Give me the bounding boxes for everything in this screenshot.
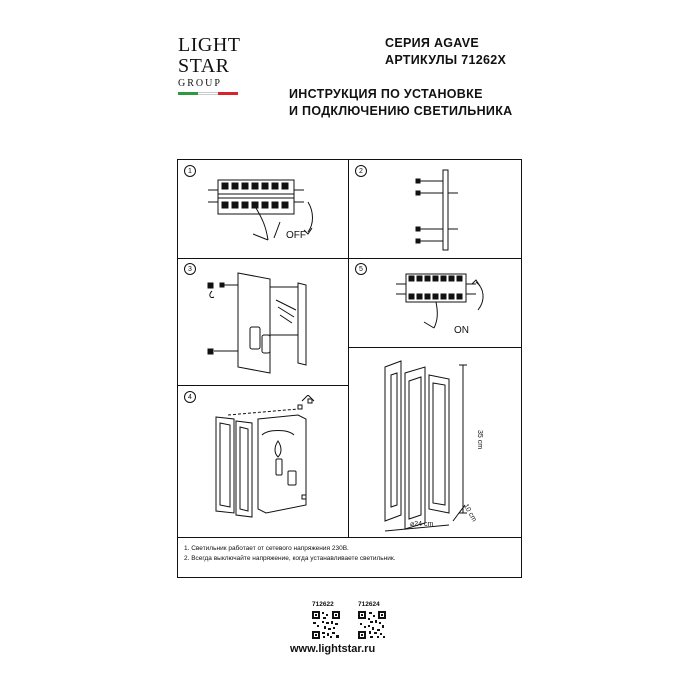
qr-code-icon[interactable] xyxy=(312,611,340,639)
logo-line-1: LIGHT xyxy=(178,34,241,56)
qr-label-712624: 712624 xyxy=(358,601,380,608)
grid-divider-h4 xyxy=(178,537,521,538)
step-number-4: 4 xyxy=(184,391,196,403)
italian-flag-icon xyxy=(178,92,238,95)
instruction-title-line-1: ИНСТРУКЦИЯ ПО УСТАНОВКЕ xyxy=(289,87,483,101)
qr-label-712622: 712622 xyxy=(312,601,334,608)
logo-line-2: STAR xyxy=(178,55,230,77)
series-title: СЕРИЯ AGAVE xyxy=(385,36,479,50)
depth-dimension: 10 cm xyxy=(461,503,478,524)
qr-code-icon[interactable] xyxy=(358,611,386,639)
logo-line-3: GROUP xyxy=(178,78,222,89)
wall-mount-illustration xyxy=(198,265,343,380)
website-link[interactable]: www.lightstar.ru xyxy=(290,643,376,655)
mounting-bracket-illustration xyxy=(408,165,468,255)
brand-logo xyxy=(178,35,254,115)
grid-divider-h3 xyxy=(348,347,521,348)
dimensions-illustration xyxy=(373,355,513,535)
width-dimension: ⌀24 cm xyxy=(410,521,434,528)
step-number-3: 3 xyxy=(184,263,196,275)
step-number-1: 1 xyxy=(184,165,196,177)
grid-divider-h1 xyxy=(178,258,521,259)
instruction-panel xyxy=(177,159,522,578)
height-dimension: 35 cm xyxy=(476,430,483,450)
note-2: 2. Всегда выключайте напряжение, когда устанавливаете светильник. xyxy=(184,555,396,562)
off-label: OFF xyxy=(286,230,306,241)
instruction-title-line-2: И ПОДКЛЮЧЕНИЮ СВЕТИЛЬНИКА xyxy=(289,104,513,118)
articles-title: АРТИКУЛЫ 71262X xyxy=(385,53,507,67)
step-number-5: 5 xyxy=(355,263,367,275)
on-label: ON xyxy=(454,325,469,336)
breaker-off-illustration xyxy=(208,172,328,247)
breaker-on-illustration xyxy=(378,270,508,340)
step-number-2: 2 xyxy=(355,165,367,177)
note-1: 1. Светильник работает от сетевого напряжения 230В. xyxy=(184,545,349,552)
assembly-illustration xyxy=(198,395,343,530)
grid-divider-vertical xyxy=(348,160,349,537)
grid-divider-h2 xyxy=(178,385,348,386)
